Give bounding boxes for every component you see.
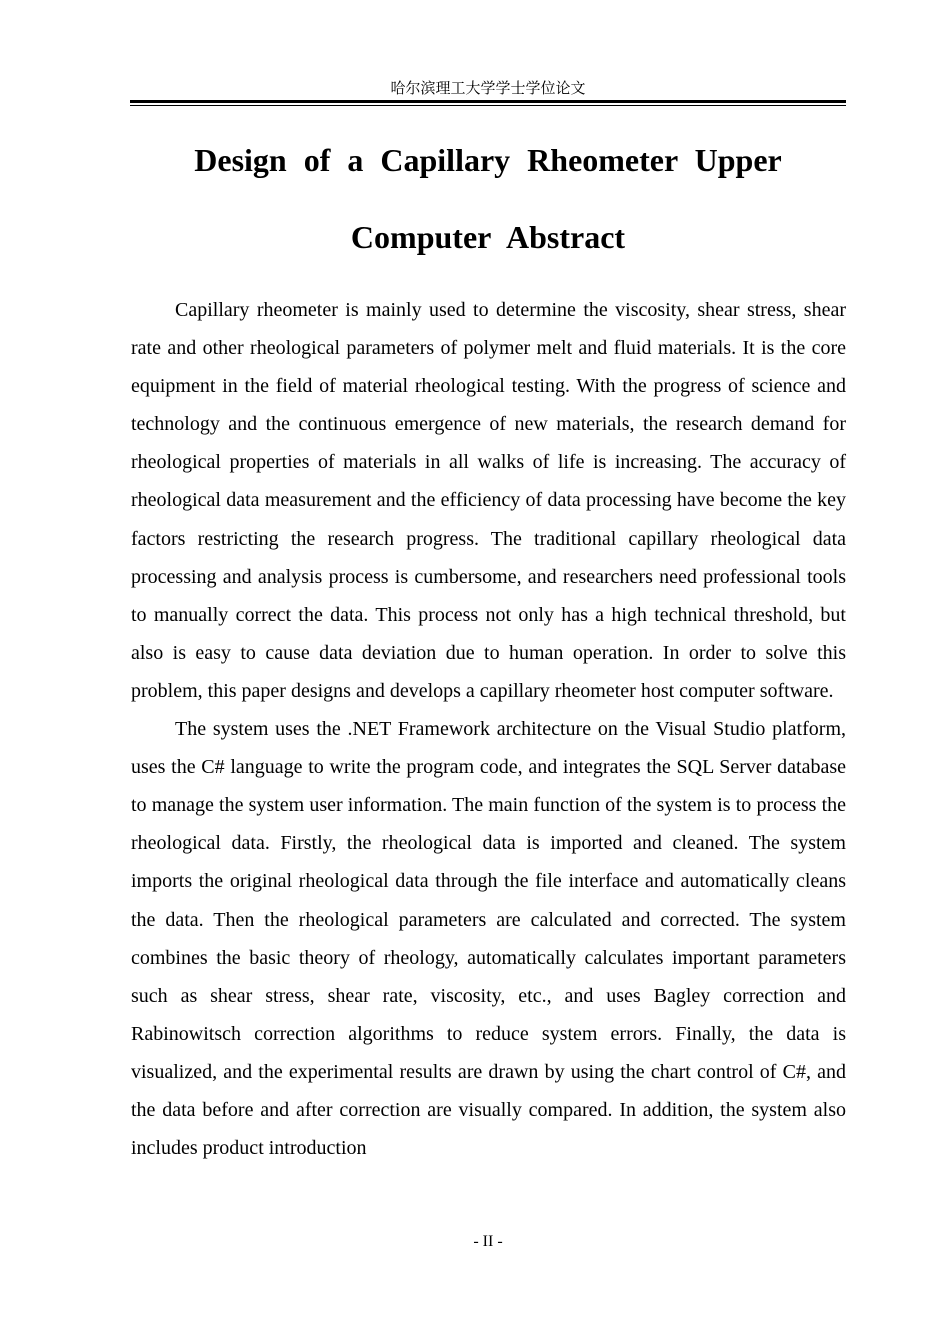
header-rule-thick [130, 100, 846, 103]
abstract-body [131, 291, 846, 1167]
header-rule-thin [130, 105, 846, 106]
abstract-paragraph-2: The system uses the .NET Framework architecture on the Visual Studio platform, uses the C# language to write the program code, and integrates the SQL Server database to manage the system user information. The main function of the system is to process the rheological data. Firstly, the rheological data is imported and cleaned. The system imports the original rheological data through the file interface and automatically cleans the data. Then the rheological parameters are calculated and corrected. The system combines the basic theory of rheology, automatically calculates important parameters such as shear stress, shear rate, viscosity, etc., and uses Bagley correction and Rabinowitsch correction algorithms to reduce system errors. Finally, the data is visualized, and the experimental results are drawn by using the chart control of C#, and the data before and after correction are visually compared. In addition, the system also includes product introduction [131, 718, 846, 1160]
page-number: - II - [473, 1233, 503, 1250]
running-header: 哈尔滨理工大学学士学位论文 [390, 79, 586, 97]
document-title: Design of a Capillary Rheometer Upper Computer Abstract [194, 142, 782, 255]
abstract-paragraph-1: Capillary rheometer is mainly used to determine the viscosity, shear stress, shear rate and other rheological parameters of polymer melt and fluid materials. It is the core equipment in the field of material rheological testing. With the progress of science and technology and the continuous emergence of new materials, the research demand for rheological properties of materials in all walks of life is increasing. The accuracy of rheological data measurement and the efficiency of data processing have become the key factors restricting the research progress. The traditional capillary rheological data processing and analysis process is cumbersome, and researchers need professional tools to manually correct the data. This process not only has a high technical threshold, but also is easy to cause data deviation due to human operation. In order to solve this problem, this paper designs and develops a capillary rheometer host computer software. [131, 299, 846, 702]
